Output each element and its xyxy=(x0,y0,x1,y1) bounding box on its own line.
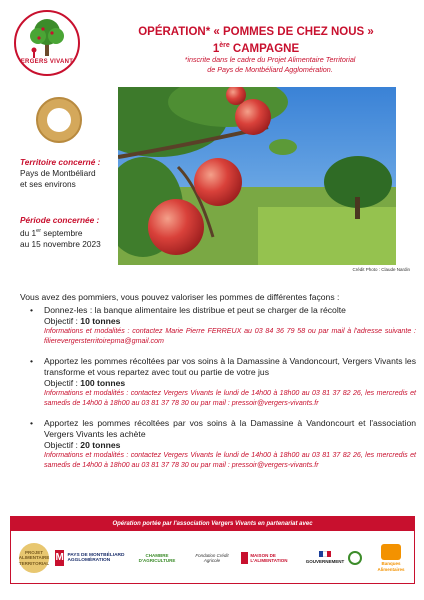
list-item xyxy=(20,418,416,470)
partner-logo-banques xyxy=(371,539,411,577)
period-month: septembre xyxy=(41,227,83,238)
item-description: Donnez-les : la banque alimentaire les distribue et peut se charger de la récolte xyxy=(44,305,346,315)
pat-logo-center xyxy=(47,108,71,132)
partner-logo-pma xyxy=(55,539,127,577)
bullet-icon: • xyxy=(30,305,34,315)
objective-label: Objectif : xyxy=(44,440,81,451)
territory-colon: : xyxy=(95,157,101,167)
period-heading xyxy=(20,215,101,226)
item-info: Informations et modalités : contactez Vergers Vivants le lundi de 14h00 à 18h00 au 03 81 37 82 26, les mercredis et samedis de 14h00 à 18h00 au 03 81 37 78 30 ou par mail : pressoir@vergers-vivants.fr xyxy=(44,389,416,407)
partner-banques-label: Banques Alimentaires xyxy=(377,561,405,572)
footnote-line-2: de Pays de Montbéliard Agglomération. xyxy=(207,65,333,74)
title-line-2 xyxy=(96,39,416,56)
territory-line-2: et ses environs xyxy=(20,179,76,189)
partner-gouv-label: GOUVERNEMENT xyxy=(305,559,345,565)
territory-line-1: Pays de Montbéliard xyxy=(20,168,96,178)
list-item xyxy=(20,305,416,346)
item-description: Apportez les pommes récoltées par vos soins à la Damassine à Vandoncourt, Vergers Vivants les transforme et vous repartez avec tout ou partie de votre jus xyxy=(44,356,416,378)
partner-fondation-label: Fondation Crédit Agricole xyxy=(195,552,229,563)
french-flag-icon xyxy=(319,551,331,557)
banques-alimentaires-icon xyxy=(381,544,401,560)
vergers-vivants-logo xyxy=(14,10,80,76)
partner-logo-gouvernement xyxy=(301,539,367,577)
france-relance-icon xyxy=(348,551,362,565)
list-item xyxy=(20,356,416,408)
partner-logo-pat xyxy=(17,539,51,577)
intro-text: Vous avez des pommiers, vous pouvez valoriser les pommes de différentes façons : xyxy=(20,292,340,302)
item-description: Apportez les pommes récoltées par vos soins à la Damassine à Vandoncourt et l'association Vergers Vivants les achète xyxy=(44,418,416,440)
partner-logo-maison xyxy=(241,539,297,577)
bullet-icon: • xyxy=(30,356,34,367)
page-title xyxy=(96,25,416,56)
apple-photo xyxy=(118,87,396,265)
territory-heading xyxy=(20,157,100,168)
item-info: Informations et modalités : contactez Vergers Vivants le lundi de 14h00 à 18h00 au 03 81 37 82 26, les mercredis et samedis de 14h00 à 18h00 au 03 81 37 78 30 ou par mail : pressoir@vergers-vivants.fr xyxy=(44,451,416,469)
footnote-line-1: *inscrite dans le cadre du Projet Alimentaire Territorial xyxy=(184,55,356,64)
logo-label: VERGERS VIVANTS xyxy=(16,59,78,65)
period-line-1 xyxy=(20,226,101,239)
options-list xyxy=(20,305,416,481)
period-line-2: au 15 novembre 2023 xyxy=(20,238,101,249)
territory-block xyxy=(20,157,100,190)
partners-banner: Opération portée par l'association Vergers Vivants en partenariat avec xyxy=(11,517,414,531)
bullet-icon: • xyxy=(30,418,34,429)
period-block xyxy=(20,215,101,250)
period-colon: : xyxy=(94,215,100,225)
partner-pat-label: PROJET ALIMENTAIRE TERRITORIAL xyxy=(19,543,49,573)
period-sup: er xyxy=(36,228,42,234)
photo-credit: Crédit Photo : Claude Nardin xyxy=(352,267,410,272)
campaign-number: 1 xyxy=(212,42,220,55)
objective-value: 20 tonnes xyxy=(80,440,121,451)
item-objective xyxy=(44,378,416,389)
campaign-sup: ère xyxy=(219,42,230,49)
pma-mark-icon: M xyxy=(55,550,64,566)
item-info: Informations et modalités : contactez Marie Pierre FERREUX au 03 84 36 79 58 ou par mail à l'adresse suivante : filierevergersterritoirepma@gmail.com xyxy=(44,327,416,345)
item-objective xyxy=(44,440,416,451)
partners-footer xyxy=(10,516,415,584)
partner-logo-chambre xyxy=(131,539,183,577)
partner-maison-label: MAISON DE L'ALIMENTATION xyxy=(250,552,288,563)
campaign-word: CAMPAGNE xyxy=(229,42,300,55)
maison-icon xyxy=(241,552,248,564)
objective-label: Objectif : xyxy=(44,316,81,326)
territory-label: Territoire concerné xyxy=(20,157,96,167)
objective-value: 100 tonnes xyxy=(80,378,126,389)
objective-value: 10 tonnes xyxy=(80,316,121,326)
period-from: du 1 xyxy=(20,227,37,238)
title-footnote xyxy=(120,55,420,75)
item-objective xyxy=(44,316,416,327)
pat-logo xyxy=(36,97,82,143)
partner-pma-label: PAYS DE MONTBÉLIARD AGGLOMÉRATION xyxy=(67,552,125,563)
partner-logo-fondation xyxy=(187,539,237,577)
objective-label: Objectif : xyxy=(44,378,81,389)
partner-chambre-label: CHAMBRE D'AGRICULTURE xyxy=(138,552,176,563)
title-line-1: OPÉRATION* « POMMES DE CHEZ NOUS » xyxy=(138,26,374,38)
period-label: Période concernée xyxy=(20,215,95,225)
